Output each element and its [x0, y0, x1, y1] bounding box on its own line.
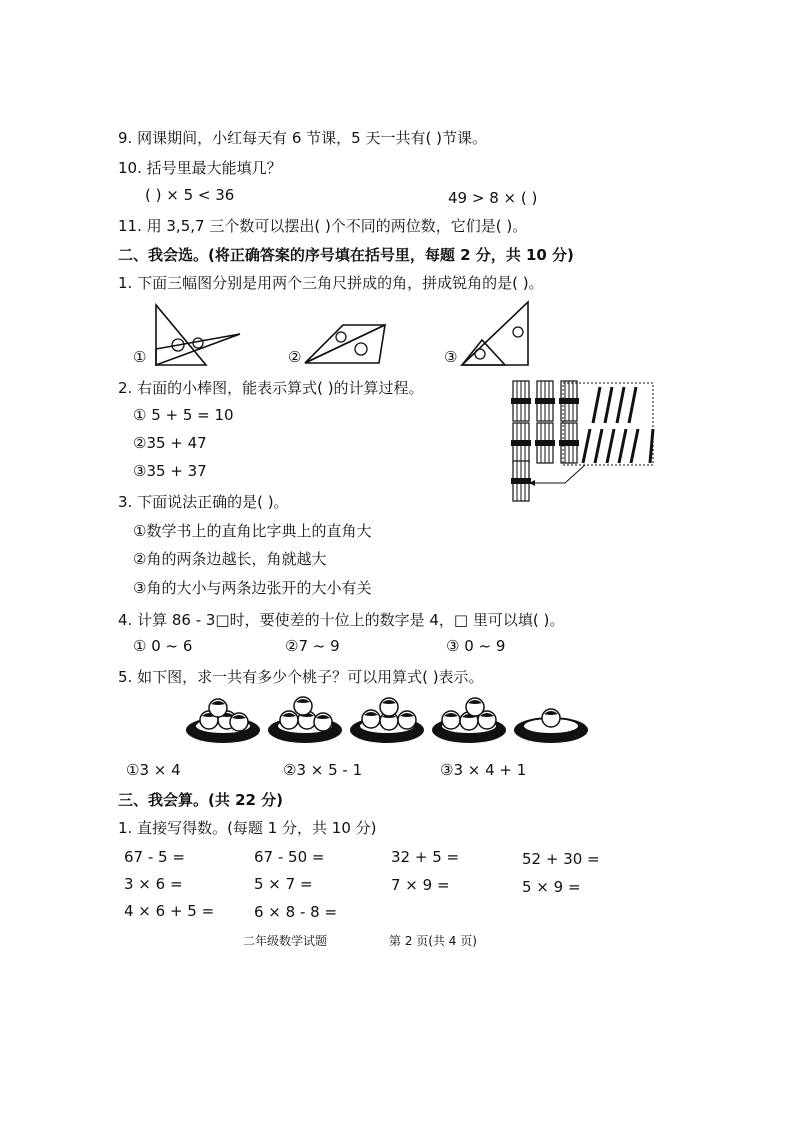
section-3-heading: 三、我会算。(共 22 分): [118, 791, 284, 809]
s2-q3-option-2: ②角的两条边越长，角就越大: [133, 550, 327, 568]
triangle-figure-3: [460, 300, 535, 370]
s3-question-1: 1. 直接写得数。(每题 1 分，共 10 分): [118, 819, 377, 837]
question-10-b: 49 > 8 × ( ): [448, 189, 538, 207]
s2-q4-option-1: ① 0 ~ 6: [133, 637, 193, 655]
figure-label-2: ②: [288, 348, 302, 366]
peach-plates-figure: [185, 692, 585, 748]
figure-label-3: ③: [444, 348, 458, 366]
s2-question-5: 5. 如下图，求一共有多少个桃子？可以用算式( )表示。: [118, 668, 484, 686]
footer-title: 二年级数学试题: [243, 934, 328, 948]
s2-q5-option-2: ②3 × 5 - 1: [283, 761, 363, 779]
calc-item: 52 + 30 =: [522, 850, 600, 868]
s2-q4-option-3: ③ 0 ~ 9: [446, 637, 506, 655]
s2-q2-option-1: ① 5 + 5 = 10: [133, 406, 234, 424]
calc-item: 5 × 9 =: [522, 878, 581, 896]
question-10-a: ( ) × 5 < 36: [145, 186, 235, 204]
page-number: 第 2 页(共 4 页): [389, 934, 477, 948]
s2-q4-option-2: ②7 ~ 9: [285, 637, 340, 655]
s2-q5-option-1: ①3 × 4: [126, 761, 181, 779]
s2-question-1: 1. 下面三幅图分别是用两个三角尺拼成的角，拼成锐角的是( )。: [118, 274, 544, 292]
calc-item: 67 - 50 =: [254, 848, 325, 866]
calc-item: 5 × 7 =: [254, 875, 313, 893]
s2-q5-option-3: ③3 × 4 + 1: [440, 761, 527, 779]
s2-question-3: 3. 下面说法正确的是( )。: [118, 493, 289, 511]
triangle-figure-1: [150, 303, 250, 368]
question-11: 11. 用 3,5,7 三个数可以摆出( )个不同的两位数，它们是( )。: [118, 217, 528, 235]
s2-q2-option-2: ②35 + 47: [133, 434, 207, 452]
triangle-figure-2: [303, 323, 393, 368]
calc-item: 3 × 6 =: [124, 875, 183, 893]
question-9: 9. 网课期间，小红每天有 6 节课，5 天一共有( )节课。: [118, 129, 487, 147]
section-2-heading: 二、我会选。(将正确答案的序号填在括号里，每题 2 分，共 10 分): [118, 246, 574, 264]
stick-bundle-figure: [505, 375, 665, 500]
s2-q3-option-3: ③角的大小与两条边张开的大小有关: [133, 579, 372, 597]
calc-item: 6 × 8 - 8 =: [254, 903, 338, 921]
calc-item: 32 + 5 =: [391, 848, 460, 866]
figure-label-1: ①: [133, 348, 147, 366]
calc-item: 67 - 5 =: [124, 848, 185, 866]
question-10: 10. 括号里最大能填几？: [118, 159, 282, 177]
calc-item: 7 × 9 =: [391, 876, 450, 894]
s2-question-2: 2. 右面的小棒图，能表示算式( )的计算过程。: [118, 379, 424, 397]
s2-q2-option-3: ③35 + 37: [133, 462, 207, 480]
s2-question-4: 4. 计算 86 - 3□时，要使差的十位上的数字是 4，□ 里可以填( )。: [118, 611, 565, 629]
calc-item: 4 × 6 + 5 =: [124, 902, 215, 920]
s2-q3-option-1: ①数学书上的直角比字典上的直角大: [133, 522, 372, 540]
